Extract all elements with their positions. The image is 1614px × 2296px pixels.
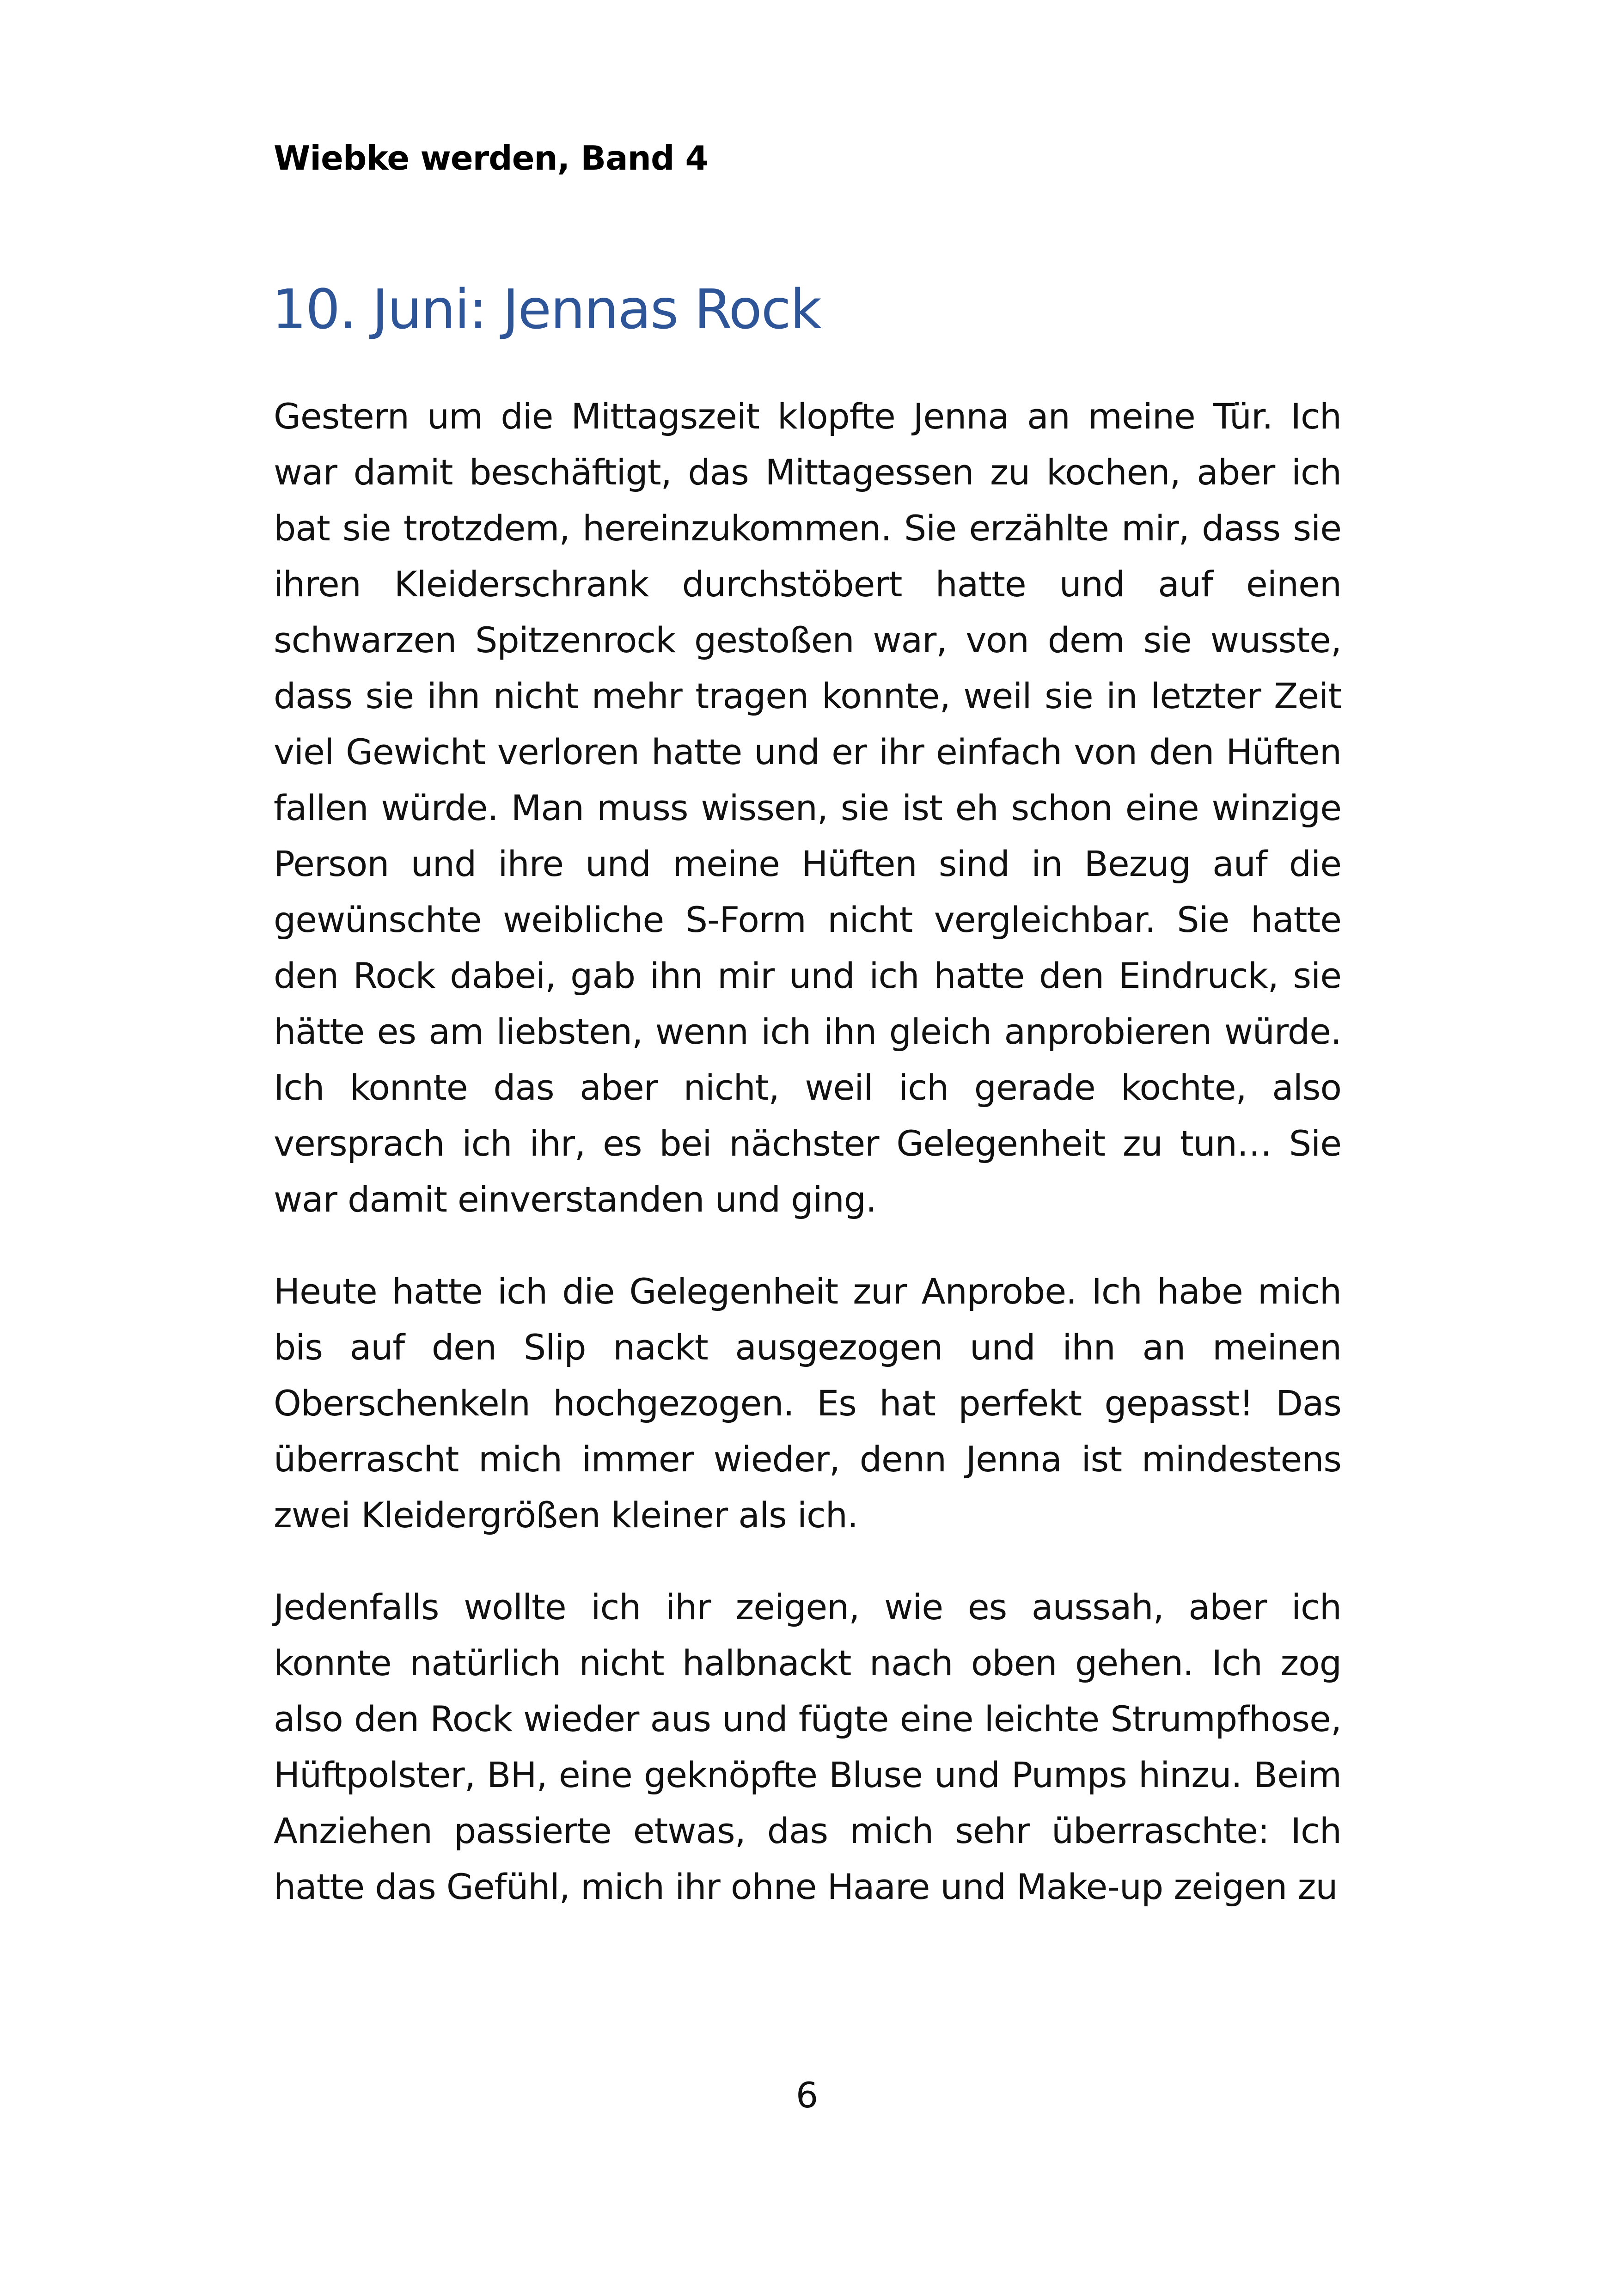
page-number: 6: [795, 2075, 819, 2116]
paragraph-3: Jedenfalls wollte ich ihr zeigen, wie es aussah, aber ich konnte natürlich nicht halbnackt nach oben gehen. Ich zog also den Rock wieder aus und fügte eine leichte Strumpfhose, Hüftpolster, BH, eine geknöpfte Bluse und Pumps hinzu. Beim Anziehen passierte etwas, das mich sehr überraschte: Ich hatte das Gefühl, mich ihr ohne Haare und Make-up zeigen zu: [274, 1586, 1341, 1907]
chapter-title: 10. Juni: Jennas Rock: [272, 277, 821, 341]
paragraph-1: Gestern um die Mittagszeit klopfte Jenna an meine Tür. Ich war damit beschäftigt, das Mittagessen zu kochen, aber ich bat sie trotzdem, hereinzukommen. Sie erzählte mir, dass sie ihren Kleiderschrank durchstöbert hatte und auf einen schwarzen Spitzenrock gestoßen war, von dem sie wusste, dass sie ihn nicht mehr tragen konnte, weil sie in letzter Zeit viel Gewicht verloren hatte und er ihr einfach von den Hüften fallen würde. Man muss wissen, sie ist eh schon eine winzige Person und ihre und meine Hüften sind in Bezug auf die gewünschte weibliche S-Form nicht vergleichbar. Sie hatte den Rock dabei, gab ihn mir und ich hatte den Eindruck, sie hätte es am liebsten, wenn ich ihn gleich anprobieren würde. Ich konnte das aber nicht, weil ich gerade kochte, also versprach ich ihr, es bei nächster Gelegenheit zu tun… Sie war damit einverstanden und ging.: [274, 396, 1341, 1220]
body-text: [274, 388, 1341, 1951]
paragraph-2: Heute hatte ich die Gelegenheit zur Anprobe. Ich habe mich bis auf den Slip nackt ausgezogen und ihn an meinen Oberschenkeln hochgezogen. Es hat perfekt gepasst! Das überrascht mich immer wieder, denn Jenna ist mindestens zwei Kleidergrößen kleiner als ich.: [274, 1271, 1341, 1536]
running-header: Wiebke werden, Band 4: [274, 139, 708, 178]
